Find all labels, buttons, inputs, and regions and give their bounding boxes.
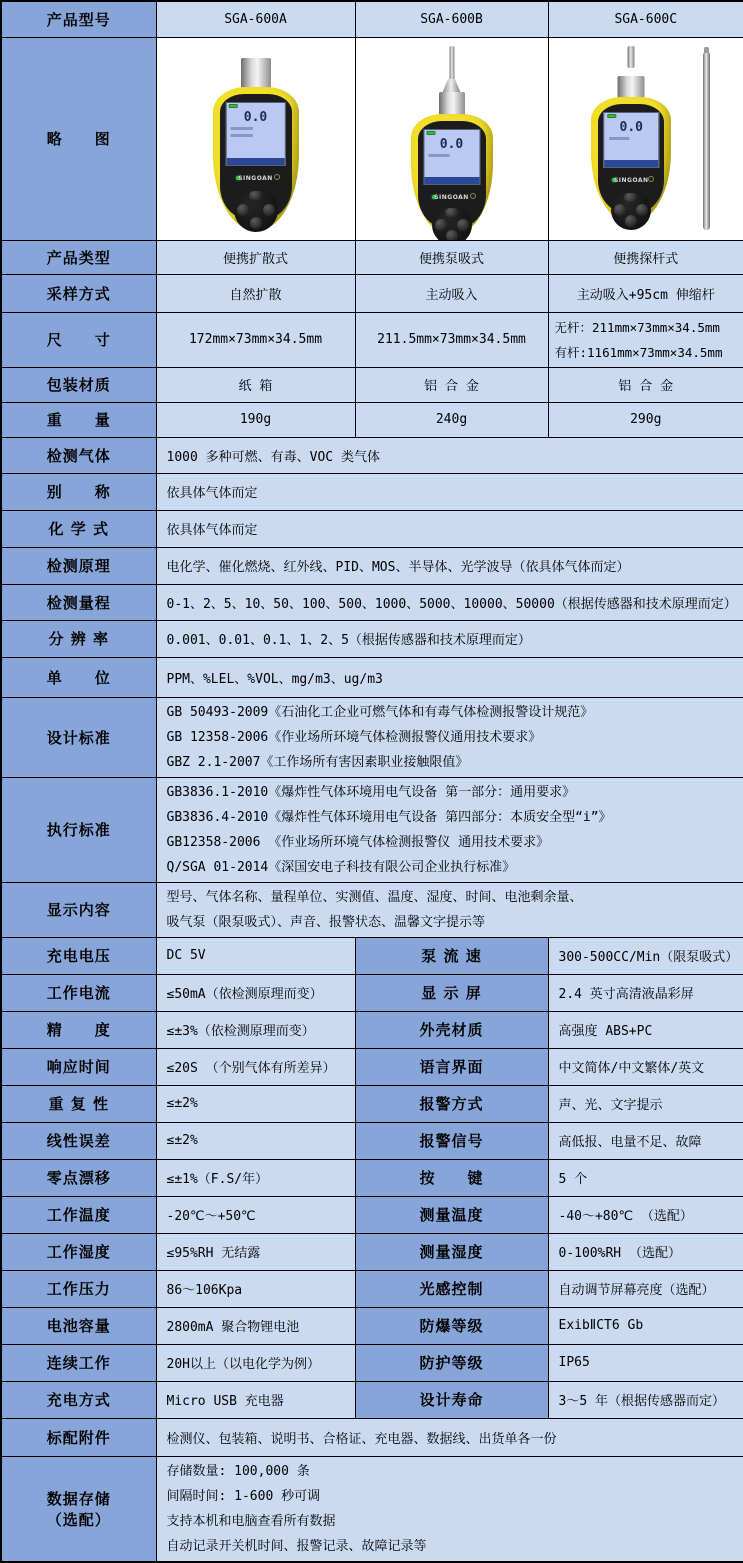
row-label: 按 键 xyxy=(355,1159,548,1196)
row-label: 精 度 xyxy=(1,1011,156,1048)
row-label: 报警信号 xyxy=(355,1122,548,1159)
cell-value: -40～+80℃ （选配） xyxy=(548,1196,743,1233)
power-icon xyxy=(648,176,654,182)
row-label: 零点漂移 xyxy=(1,1159,156,1196)
row-label: 连续工作 xyxy=(1,1344,156,1381)
left-button xyxy=(435,219,447,231)
brand-label: SINGOAN xyxy=(238,176,273,182)
model-cell-sga600b: SGA-600B xyxy=(355,1,548,37)
menu-button xyxy=(445,208,459,217)
standard-line: GB 50493-2009《石油化工企业可燃气体和有毒气体检测报警设计规范》 xyxy=(167,700,740,725)
sketch-cell-c xyxy=(548,37,743,240)
power-icon xyxy=(274,174,280,180)
battery-icon xyxy=(607,114,616,118)
row-label: 设计寿命 xyxy=(355,1381,548,1418)
cell-value: 自然扩散 xyxy=(156,274,355,312)
label-line: （选配） xyxy=(2,1509,156,1530)
cell-value: 0-1、2、5、10、50、100、500、1000、5000、10000、50000（根据传感器和技术原理而定） xyxy=(156,584,743,620)
cell-value: 检测仪、包装箱、说明书、合格证、充电器、数据线、出货单各一份 xyxy=(156,1418,743,1456)
battery-icon xyxy=(229,104,238,108)
cell-value xyxy=(156,777,743,882)
cell-value: 2.4 英寸高清液晶彩屏 xyxy=(548,974,743,1011)
row-label: 检测气体 xyxy=(1,437,156,473)
storage-line: 间隔时间: 1-600 秒可调 xyxy=(167,1484,740,1509)
menu-button xyxy=(249,191,263,200)
content-line: 型号、气体名称、量程单位、实测值、温度、湿度、时间、电池剩余量、 xyxy=(167,885,740,910)
cell-value: ≤±3%（依检测原理而变） xyxy=(156,1011,355,1048)
row-label: 工作压力 xyxy=(1,1270,156,1307)
table-row xyxy=(1,584,743,620)
row-label: 别 称 xyxy=(1,473,156,510)
brand-label: SINGOAN xyxy=(614,178,649,184)
row-label: 防护等级 xyxy=(355,1344,548,1381)
right-button xyxy=(457,219,469,231)
cell-value: 铝 合 金 xyxy=(548,367,743,402)
table-row xyxy=(1,1122,743,1159)
table-row xyxy=(1,312,743,367)
standard-line: GB 12358-2006《作业场所环境气体检测报警仪通用技术要求》 xyxy=(167,725,740,750)
sensor-head xyxy=(618,76,645,98)
device-diffusion xyxy=(206,46,306,238)
table-row xyxy=(1,1233,743,1270)
cell-value: 3～5 年（根据传感器而定） xyxy=(548,1381,743,1418)
header-label-product-model: 产品型号 xyxy=(1,1,156,37)
row-label: 包装材质 xyxy=(1,367,156,402)
cell-value: 纸 箱 xyxy=(156,367,355,402)
storage-line: 自动记录开关机时间、报警记录、故障记录等 xyxy=(167,1534,740,1559)
screen-reading: 0.0 xyxy=(620,120,643,135)
sketch-cell-a xyxy=(156,37,355,240)
right-button xyxy=(636,204,648,216)
cell-value: 声、光、文字提示 xyxy=(548,1085,743,1122)
row-label: 显示内容 xyxy=(1,882,156,937)
cell-value: 5 个 xyxy=(548,1159,743,1196)
sketch-cell-b xyxy=(355,37,548,240)
button-pad xyxy=(432,205,472,241)
row-label: 检测量程 xyxy=(1,584,156,620)
standard-line: GB3836.4-2010《爆炸性气体环境用电气设备 第四部分：本质安全型“i”》 xyxy=(167,805,740,830)
cell-value: 86～106Kpa xyxy=(156,1270,355,1307)
left-button xyxy=(237,204,249,216)
cell-value: 2800mA 聚合物锂电池 xyxy=(156,1307,355,1344)
storage-line: 支持本机和电脑查看所有数据 xyxy=(167,1509,740,1534)
cell-value: ExibⅡCT6 Gb xyxy=(548,1307,743,1344)
table-row xyxy=(1,1011,743,1048)
row-label: 检测原理 xyxy=(1,547,156,584)
table-row xyxy=(1,473,743,510)
button-pad xyxy=(611,190,651,230)
table-row xyxy=(1,1196,743,1233)
table-row xyxy=(1,240,743,274)
device-screen xyxy=(225,102,285,166)
product-photo-a xyxy=(157,38,355,240)
row-label: 设计标准 xyxy=(1,697,156,777)
cell-value: Micro USB 充电器 xyxy=(156,1381,355,1418)
device-screen xyxy=(423,129,480,185)
table-row-data-storage xyxy=(1,1456,743,1562)
screen-footer-bar xyxy=(424,177,479,184)
cell-value xyxy=(156,882,743,937)
table-row xyxy=(1,1048,743,1085)
cell-value: 0.001、0.01、0.1、1、2、5（根据传感器和技术原理而定） xyxy=(156,620,743,657)
cell-value: 电化学、催化燃烧、红外线、PID、MOS、半导体、光学波导（依具体气体而定） xyxy=(156,547,743,584)
cell-value: 300-500CC/Min（限泵吸式） xyxy=(548,937,743,974)
content-line: 吸气泵（限泵吸式）、声音、报警状态、温馨文字提示等 xyxy=(167,910,740,935)
label-line: 数据存储 xyxy=(2,1488,156,1509)
device-panel xyxy=(418,121,486,229)
row-label: 显 示 屏 xyxy=(355,974,548,1011)
screen-detail-row xyxy=(609,137,654,142)
table-row-accessories xyxy=(1,1418,743,1456)
row-label: 充电方式 xyxy=(1,1381,156,1418)
row-label: 尺 寸 xyxy=(1,312,156,367)
cell-value: DC 5V xyxy=(156,937,355,974)
row-label: 响应时间 xyxy=(1,1048,156,1085)
brand-label: SINGOAN xyxy=(434,195,469,201)
cell-value: 190g xyxy=(156,402,355,437)
screen-footer-bar xyxy=(605,160,658,167)
cell-value: 便携扩散式 xyxy=(156,240,355,274)
table-row xyxy=(1,937,743,974)
screen-detail-row xyxy=(231,134,280,139)
table-row-design-standards xyxy=(1,697,743,777)
row-label: 光感控制 xyxy=(355,1270,548,1307)
storage-line: 存储数量: 100,000 条 xyxy=(167,1459,740,1484)
cell-value: 高强度 ABS+PC xyxy=(548,1011,743,1048)
cell-value: 20H以上（以电化学为例） xyxy=(156,1344,355,1381)
table-row xyxy=(1,620,743,657)
screen-detail-row xyxy=(231,127,280,132)
screen-detail-row xyxy=(428,154,474,159)
model-cell-sga600a: SGA-600A xyxy=(156,1,355,37)
sampling-probe xyxy=(628,46,635,68)
table-row xyxy=(1,274,743,312)
telescopic-rod xyxy=(703,52,710,230)
left-button xyxy=(614,204,626,216)
device-panel xyxy=(598,104,664,214)
cell-value: 便携泵吸式 xyxy=(355,240,548,274)
product-photo-c xyxy=(549,38,743,240)
row-label: 分 辨 率 xyxy=(1,620,156,657)
device-screen xyxy=(604,112,659,168)
row-label: 充电电压 xyxy=(1,937,156,974)
model-cell-sga600c: SGA-600C xyxy=(548,1,743,37)
probe-cone xyxy=(443,79,461,93)
table-row xyxy=(1,402,743,437)
screen-footer-bar xyxy=(226,158,284,165)
enter-button xyxy=(250,217,262,229)
cell-value: 0-100%RH （选配） xyxy=(548,1233,743,1270)
row-label: 外壳材质 xyxy=(355,1011,548,1048)
cell-value: ≤50mA（依检测原理而变） xyxy=(156,974,355,1011)
enter-button xyxy=(625,215,637,227)
row-label: 语言界面 xyxy=(355,1048,548,1085)
header-row xyxy=(1,1,743,37)
table-row xyxy=(1,510,743,547)
row-label: 防爆等级 xyxy=(355,1307,548,1344)
cell-value: ≤20S （个别气体有所差异） xyxy=(156,1048,355,1085)
row-label-sketch: 略 图 xyxy=(1,37,156,240)
table-row xyxy=(1,1085,743,1122)
table-row xyxy=(1,367,743,402)
row-label: 执行标准 xyxy=(1,777,156,882)
standard-line: GB12358-2006 《作业场所环境气体检测报警仪 通用技术要求》 xyxy=(167,830,740,855)
row-label: 采样方式 xyxy=(1,274,156,312)
row-label: 报警方式 xyxy=(355,1085,548,1122)
sketch-row xyxy=(1,37,743,240)
table-row xyxy=(1,437,743,473)
row-label-data-storage xyxy=(1,1456,156,1562)
row-label: 化 学 式 xyxy=(1,510,156,547)
table-row xyxy=(1,1270,743,1307)
row-label: 重 量 xyxy=(1,402,156,437)
enter-button xyxy=(446,230,458,241)
screen-reading: 0.0 xyxy=(440,137,463,152)
cell-value: 铝 合 金 xyxy=(355,367,548,402)
device-body xyxy=(591,97,671,223)
row-label: 泵 流 速 xyxy=(355,937,548,974)
cell-value: ≤±2% xyxy=(156,1085,355,1122)
row-label: 工作温度 xyxy=(1,1196,156,1233)
cell-value: 290g xyxy=(548,402,743,437)
cell-value xyxy=(156,697,743,777)
table-row xyxy=(1,1307,743,1344)
battery-icon xyxy=(427,131,436,135)
standard-line: GBZ 2.1-2007《工作场所有害因素职业接触限值》 xyxy=(167,750,740,775)
sensor-head xyxy=(439,92,465,115)
dimension-line: 有杆:1161mm×73mm×34.5mm xyxy=(555,340,740,365)
pump-probe xyxy=(449,46,454,80)
row-label: 产品类型 xyxy=(1,240,156,274)
cell-value: 便携探杆式 xyxy=(548,240,743,274)
row-label: 工作电流 xyxy=(1,974,156,1011)
device-panel xyxy=(220,94,292,220)
menu-button xyxy=(624,193,638,202)
cell-value: IP65 xyxy=(548,1344,743,1381)
row-label: 测量温度 xyxy=(355,1196,548,1233)
cell-value: 自动调节屏幕亮度（选配） xyxy=(548,1270,743,1307)
table-row xyxy=(1,1159,743,1196)
table-row xyxy=(1,657,743,697)
cell-value: ≤±2% xyxy=(156,1122,355,1159)
screen-status-icons xyxy=(229,103,282,110)
row-label: 线性误差 xyxy=(1,1122,156,1159)
row-label: 电池容量 xyxy=(1,1307,156,1344)
sensor-head xyxy=(241,58,271,88)
cell-value: 中文简体/中文繁体/英文 xyxy=(548,1048,743,1085)
cell-value: 主动吸入+95cm 伸缩杆 xyxy=(548,274,743,312)
dimension-line: 无杆：211mm×73mm×34.5mm xyxy=(555,315,740,340)
row-label: 工作湿度 xyxy=(1,1233,156,1270)
standard-line: GB3836.1-2010《爆炸性气体环境用电气设备 第一部分：通用要求》 xyxy=(167,780,740,805)
device-pump xyxy=(402,46,502,238)
table-row xyxy=(1,1381,743,1418)
cell-value: -20℃～+50℃ xyxy=(156,1196,355,1233)
table-row xyxy=(1,547,743,584)
cell-value: 主动吸入 xyxy=(355,274,548,312)
device-body xyxy=(411,114,493,236)
row-label: 单 位 xyxy=(1,657,156,697)
table-row-exec-standards xyxy=(1,777,743,882)
device-body xyxy=(213,87,299,231)
cell-value xyxy=(548,312,743,367)
standard-line: Q/SGA 01-2014《深国安电子科技有限公司企业执行标准》 xyxy=(167,855,740,880)
cell-value: 依具体气体而定 xyxy=(156,473,743,510)
screen-reading: 0.0 xyxy=(244,110,267,125)
cell-value: PPM、%LEL、%VOL、mg/m3、ug/m3 xyxy=(156,657,743,697)
cell-value: 240g xyxy=(355,402,548,437)
table-row xyxy=(1,1344,743,1381)
device-probe-rod xyxy=(581,46,681,238)
cell-value: 依具体气体而定 xyxy=(156,510,743,547)
table-row xyxy=(1,974,743,1011)
cell-value: 211.5mm×73mm×34.5mm xyxy=(355,312,548,367)
screen-status-icons xyxy=(607,113,655,120)
table-row-display-content xyxy=(1,882,743,937)
row-label: 标配附件 xyxy=(1,1418,156,1456)
cell-value xyxy=(156,1456,743,1562)
row-label: 重 复 性 xyxy=(1,1085,156,1122)
cell-value: 高低报、电量不足、故障 xyxy=(548,1122,743,1159)
row-label: 测量湿度 xyxy=(355,1233,548,1270)
cell-value: 1000 多种可燃、有毒、VOC 类气体 xyxy=(156,437,743,473)
cell-value: 172mm×73mm×34.5mm xyxy=(156,312,355,367)
product-photo-b xyxy=(356,38,548,240)
button-pad xyxy=(234,188,278,232)
power-icon xyxy=(470,193,476,199)
cell-value: ≤±1%（F.S/年） xyxy=(156,1159,355,1196)
screen-status-icons xyxy=(427,130,477,137)
right-button xyxy=(263,204,275,216)
cell-value: ≤95%RH 无结露 xyxy=(156,1233,355,1270)
